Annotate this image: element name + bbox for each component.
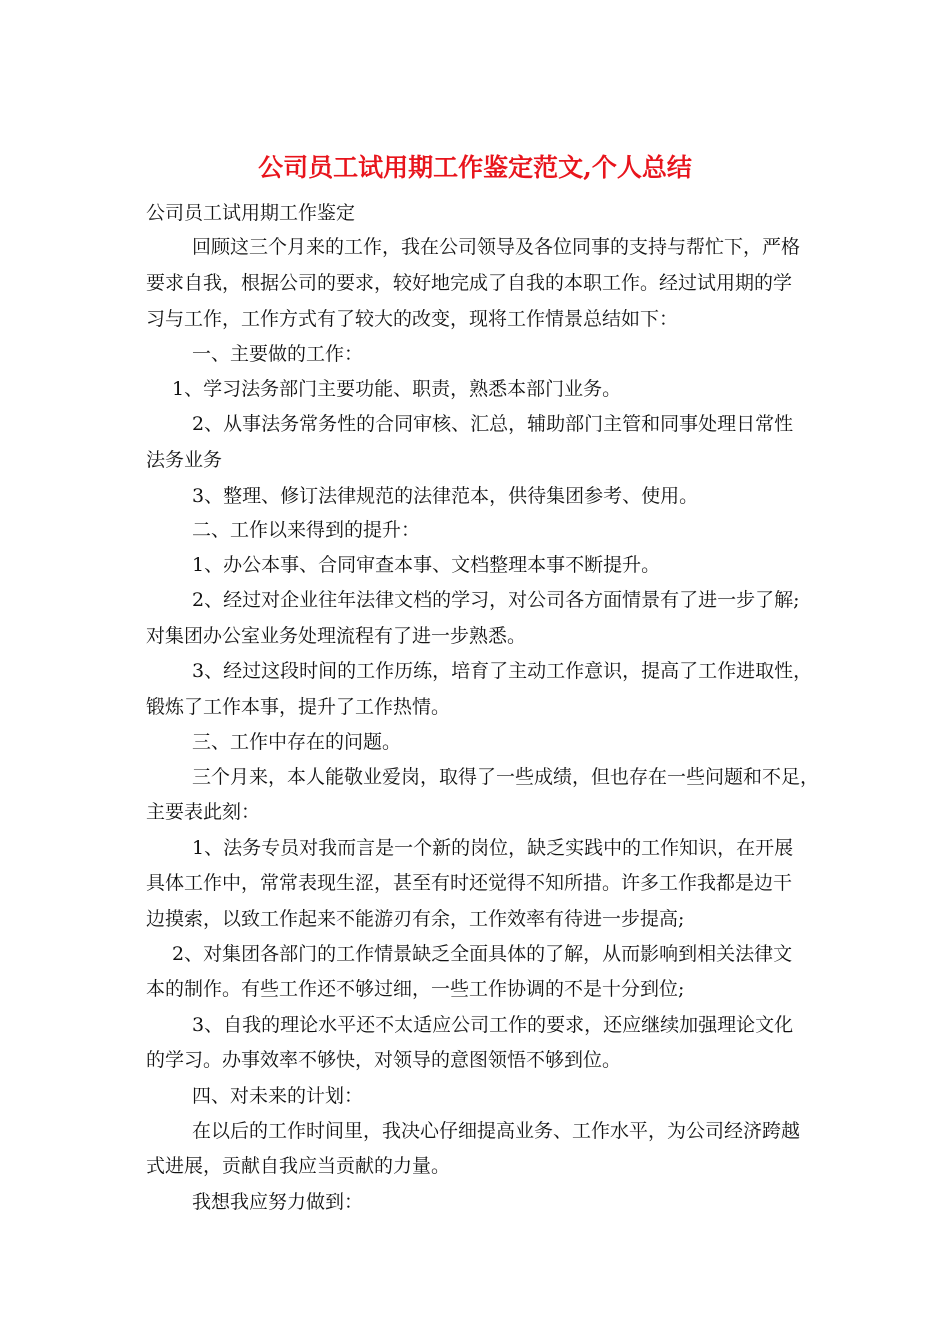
list-item: 2、经过对企业往年法律文档的学习，对公司各方面情景有了进一步了解; (192, 589, 800, 611)
section-heading: 三、工作中存在的问题。 (192, 731, 402, 753)
list-item: 1、学习法务部门主要功能、职责，熟悉本部门业务。 (172, 378, 622, 400)
list-item: 3、整理、修订法律规范的法律范本，供待集团参考、使用。 (192, 485, 699, 507)
list-item: 2、从事法务常务性的合同审核、汇总，辅助部门主管和同事处理日常性 (192, 413, 794, 435)
paragraph-line: 在以后的工作时间里，我决心仔细提高业务、工作水平，为公司经济跨越 (192, 1120, 801, 1142)
list-item: 1、办公本事、合同审查本事、文档整理本事不断提升。 (192, 554, 661, 576)
list-item: 3、经过这段时间的工作历练，培育了主动工作意识，提高了工作进取性， (192, 660, 813, 682)
paragraph-line: 本的制作。有些工作还不够过细，一些工作协调的不是十分到位; (146, 978, 685, 1000)
document-title: 公司员工试用期工作鉴定范文,个人总结 (258, 153, 692, 182)
subtitle: 公司员工试用期工作鉴定 (146, 202, 356, 224)
list-item: 2、对集团各部门的工作情景缺乏全面具体的了解，从而影响到相关法律文 (172, 943, 793, 965)
paragraph-line: 要求自我，根据公司的要求，较好地完成了自我的本职工作。经过试用期的学 (146, 272, 793, 294)
list-item: 3、自我的理论水平还不太适应公司工作的要求，还应继续加强理论文化 (192, 1014, 794, 1036)
paragraph-line: 具体工作中，常常表现生涩，甚至有时还觉得不知所措。许多工作我都是边干 (146, 872, 793, 894)
paragraph-line: 边摸索，以致工作起来不能游刃有余，工作效率有待进一步提高; (146, 908, 685, 930)
paragraph-line: 的学习。办事效率不够快，对领导的意图领悟不够到位。 (146, 1049, 622, 1071)
section-heading: 一、主要做的工作： (192, 343, 364, 365)
paragraph-line: 对集团办公室业务处理流程有了进一步熟悉。 (146, 625, 527, 647)
paragraph-line: 锻炼了工作本事，提升了工作热情。 (146, 696, 451, 718)
paragraph-line: 三个月来，本人能敬业爱岗，取得了一些成绩，但也存在一些问题和不足， (192, 766, 820, 788)
paragraph-line: 法务业务 (146, 449, 223, 471)
paragraph-line: 式进展，贡献自我应当贡献的力量。 (146, 1155, 451, 1177)
paragraph-line: 习与工作，工作方式有了较大的改变，现将工作情景总结如下： (146, 308, 679, 330)
section-heading: 四、对未来的计划： (192, 1085, 364, 1107)
section-heading: 二、工作以来得到的提升： (192, 519, 421, 541)
paragraph-line: 我想我应努力做到： (192, 1191, 364, 1213)
paragraph-line: 回顾这三个月来的工作，我在公司领导及各位同事的支持与帮忙下，严格 (192, 236, 801, 258)
list-item: 1、法务专员对我而言是一个新的岗位，缺乏实践中的工作知识，在开展 (192, 837, 794, 859)
paragraph-line: 主要表此刻： (146, 801, 261, 823)
